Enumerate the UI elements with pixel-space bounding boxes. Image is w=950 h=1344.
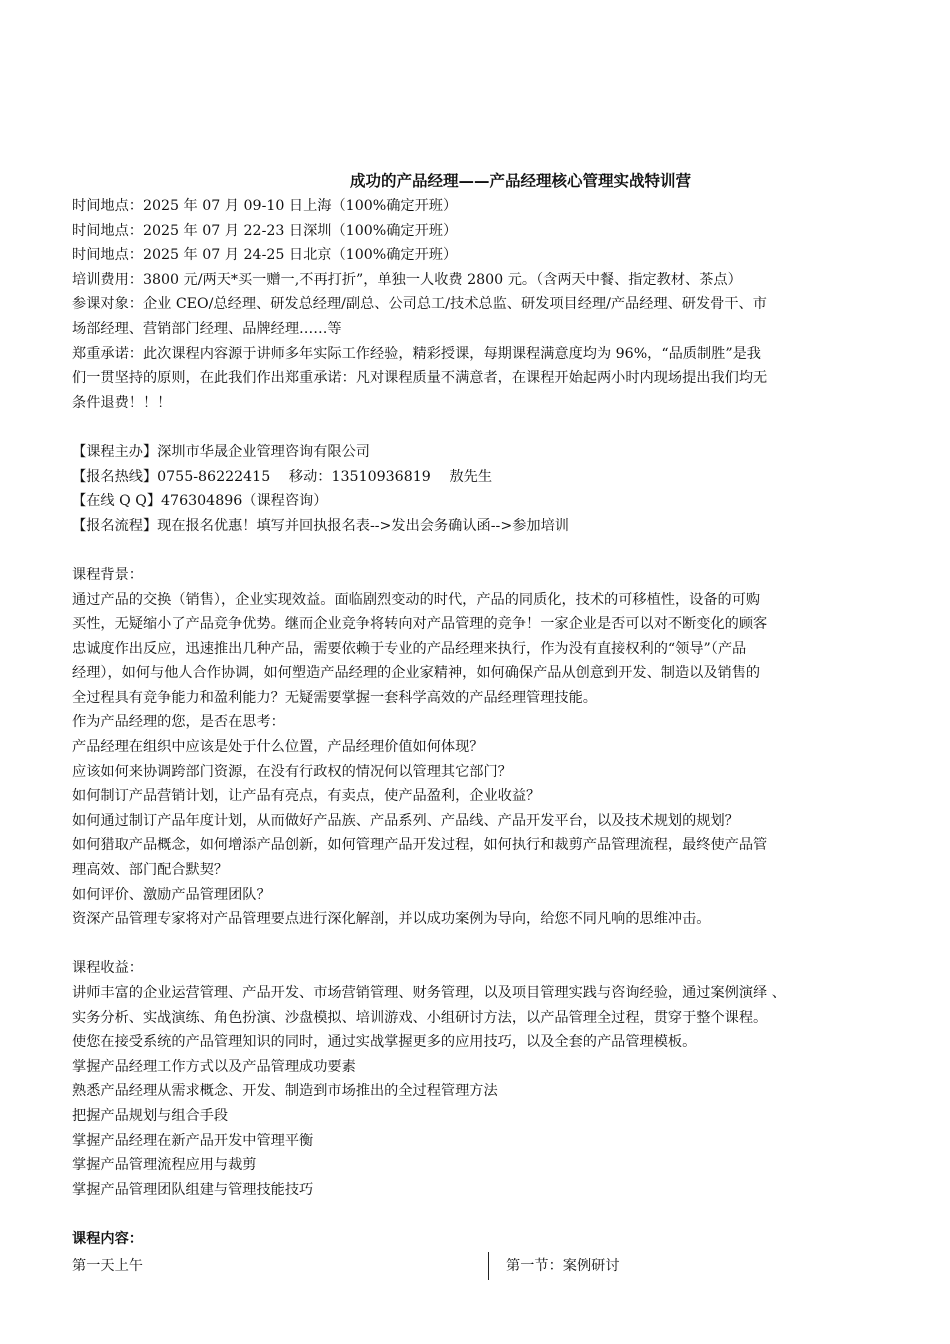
benefit-item: 掌握产品管理流程应用与裁剪	[72, 1157, 257, 1174]
table-cell-day: 第一天上午	[72, 1257, 143, 1274]
paragraph-line: 使您在接受系统的产品管理知识的同时，通过实战掌握更多的应用技巧，以及全套的产品管理模板。	[72, 1034, 697, 1051]
spacer	[72, 1202, 907, 1227]
paragraph-line: 实务分析、实战演练、角色扮演、沙盘模拟、培训游戏、小组研讨方法，以产品管理全过程，贯穿于整个课程。	[72, 1009, 768, 1026]
section-heading: 课程收益：	[72, 960, 143, 977]
paragraph-line: 通过产品的交换（销售），企业实现效益。面临剧烈变动的时代，产品的同质化，技术的可移植性，设备的可购	[72, 591, 761, 608]
background-section	[72, 563, 907, 932]
paragraph-line: 忠诚度作出反应，迅速推出几种产品，需要依赖于专业的产品经理来执行，作为没有直接权利的“领导”（产品	[72, 640, 747, 657]
question-line: 产品经理在组织中应该是处于什么位置，产品经理价值如何体现？	[72, 739, 484, 756]
table-row	[72, 1254, 907, 1282]
closing-line: 资深产品管理专家将对产品管理要点进行深化解剖，并以成功案例为导向，给您不同凡响的思维冲击。	[72, 911, 711, 928]
spacer	[72, 538, 907, 563]
paragraph-line: 讲师丰富的企业运营管理、产品开发、市场营销管理、财务管理，以及项目管理实践与咨询经验，通过案例演绎 、	[72, 985, 786, 1001]
promise-line: 郑重承诺：此次课程内容源于讲师多年实际工作经验，精彩授课，每期课程满意度均为 96%，“品质制胜”是我	[72, 345, 761, 362]
benefit-item: 掌握产品经理在新产品开发中管理平衡	[72, 1132, 314, 1149]
question-line: 如何评价、激励产品管理团队？	[72, 886, 271, 903]
benefits-section	[72, 956, 907, 1202]
promise-line: 条件退费！！！	[72, 394, 172, 411]
spacer	[72, 415, 907, 440]
question-line: 应该如何来协调跨部门资源，在没有行政权的情况何以管理其它部门？	[72, 763, 512, 780]
benefit-item: 掌握产品经理工作方式以及产品管理成功要素	[72, 1058, 356, 1075]
benefit-item: 掌握产品管理团队组建与管理技能技巧	[72, 1181, 314, 1198]
section-heading: 课程内容：	[72, 1230, 143, 1247]
content-section	[72, 1227, 907, 1282]
paragraph-line: 全过程具有竞争能力和盈利能力？无疑需要掌握一套科学高效的产品经理管理技能。	[72, 689, 597, 706]
spacer	[72, 932, 907, 957]
audience-line: 参课对象：企业 CEO/总经理、研发总经理/副总、公司总工/技术总监、研发项目经理/产品经理、研发骨干、市	[72, 296, 767, 313]
question-line: 如何猎取产品概念，如何增添产品创新，如何管理产品开发过程，如何执行和裁剪产品管理流程，最终使产品管	[72, 837, 768, 854]
questions-intro: 作为产品经理的您，是否在思考：	[72, 714, 285, 731]
document-title: 成功的产品经理——产品经理核心管理实战特训营	[349, 172, 691, 190]
contact-block	[72, 440, 907, 538]
question-line: 如何制订产品营销计划，让产品有亮点，有卖点，使产品盈利，企业收益？	[72, 788, 541, 805]
audience-line: 场部经理、营销部门经理、品牌经理……等	[72, 320, 342, 337]
question-line: 如何通过制订产品年度计划，从而做好产品族、产品系列、产品线、产品开发平台，以及技术规划的规划？	[72, 812, 739, 829]
schedule-line: 时间地点：2025 年 07 月 09-10 日上海（100%确定开班）	[72, 198, 458, 214]
schedule-line: 时间地点：2025 年 07 月 22-23 日深圳（100%确定开班）	[72, 222, 458, 239]
course-info	[72, 194, 907, 415]
organizer-line: 【课程主办】深圳市华晟企业管理咨询有限公司	[72, 443, 370, 460]
section-heading: 课程背景：	[72, 566, 143, 583]
table-divider	[488, 1252, 489, 1280]
paragraph-line: 经理），如何与他人合作协调，如何塑造产品经理的企业家精神，如何确保产品从创意到开发、制造以及销售的	[72, 665, 761, 682]
process-line: 【报名流程】现在报名优惠！填写并回执报名表-->发出会务确认函-->参加培训	[72, 517, 569, 534]
qq-line: 【在线 Q Q】476304896（课程咨询）	[72, 493, 328, 510]
promise-line: 们一贯坚持的原则，在此我们作出郑重承诺：凡对课程质量不满意者，在课程开始起两小时内现场提出我们均无	[72, 370, 768, 387]
question-line: 理高效、部门配合默契？	[72, 862, 229, 879]
schedule-line: 时间地点：2025 年 07 月 24-25 日北京（100%确定开班）	[72, 247, 458, 264]
paragraph-line: 买性，无疑缩小了产品竞争优势。继而企业竞争将转向对产品管理的竞争！一家企业是否可以对不断变化的顾客	[72, 616, 768, 633]
benefit-item: 把握产品规划与组合手段	[72, 1107, 229, 1124]
hotline-line: 【报名热线】0755-86222415 移动：13510936819 敖先生	[72, 468, 493, 485]
fee-line: 培训费用：3800 元/两天*买一赠一,不再打折”，单独一人收费 2800 元。（含两天中餐、指定教材、茶点）	[72, 271, 742, 288]
document-page	[72, 168, 907, 1282]
table-cell-session: 第一节：案例研讨	[506, 1257, 620, 1274]
benefit-item: 熟悉产品经理从需求概念、开发、制造到市场推出的全过程管理方法	[72, 1083, 498, 1100]
